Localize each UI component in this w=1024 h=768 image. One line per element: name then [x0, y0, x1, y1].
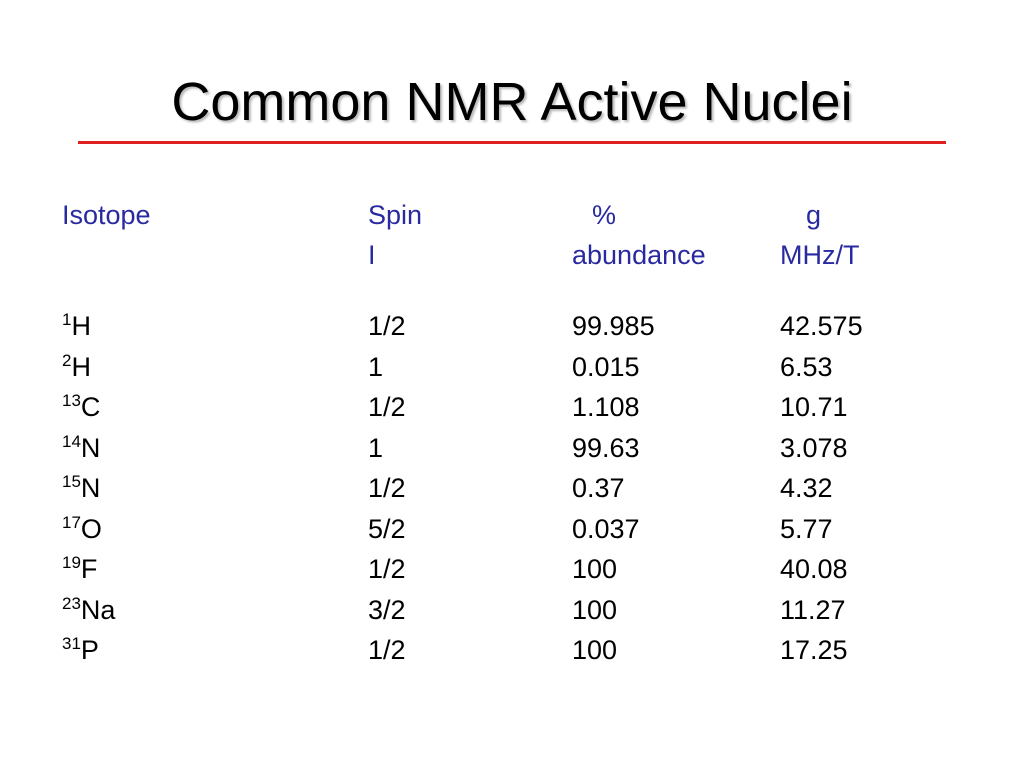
gamma-cell: 6.53	[780, 351, 833, 382]
abundance-cell: 0.015	[572, 351, 640, 382]
abundance-cell: 100	[572, 594, 618, 625]
element-symbol: C	[80, 392, 101, 422]
element-symbol: H	[71, 351, 91, 382]
header-gamma: g	[806, 200, 822, 230]
isotope-cell	[62, 428, 100, 468]
spin-cell: 3/2	[368, 594, 406, 625]
header-percent: %	[592, 200, 617, 230]
abundance-cell: 100	[572, 554, 618, 584]
header-spin-symbol: I	[368, 240, 376, 270]
mass-number: 1	[62, 310, 72, 329]
element-symbol: P	[80, 635, 99, 665]
gamma-cell: 3.078	[780, 432, 848, 463]
spin-cell: 1	[368, 351, 384, 382]
isotope-cell	[62, 630, 99, 670]
isotope-cell	[62, 347, 91, 387]
gamma-cell: 40.08	[780, 554, 848, 584]
mass-number: 23	[62, 593, 81, 613]
slide-title: Common NMR Active Nuclei	[171, 72, 853, 132]
isotope-cell	[62, 549, 97, 589]
gamma-cell: 4.32	[780, 473, 833, 503]
gamma-cell: 11.27	[780, 594, 846, 625]
mass-number: 14	[62, 431, 81, 451]
mass-number: 15	[62, 472, 81, 491]
gamma-cell: 10.71	[780, 392, 848, 422]
gamma-cell: 5.77	[780, 513, 833, 544]
element-symbol: N	[80, 432, 101, 463]
isotope-cell	[62, 387, 100, 427]
isotope-cell	[62, 306, 91, 346]
spin-cell: 1/2	[368, 392, 406, 422]
spin-cell: 1/2	[368, 473, 406, 503]
spin-cell: 1/2	[368, 554, 406, 584]
mass-number: 2	[62, 350, 72, 370]
element-symbol: H	[71, 311, 91, 341]
gamma-cell: 42.575	[780, 311, 863, 341]
spin-cell: 5/2	[368, 513, 406, 544]
header-gamma-units: MHz/T	[780, 240, 860, 270]
header-abundance: abundance	[572, 240, 706, 270]
spin-cell: 1/2	[368, 311, 406, 341]
spin-cell: 1	[368, 432, 384, 463]
mass-number: 13	[62, 391, 81, 410]
abundance-cell: 99.63	[572, 432, 640, 463]
element-symbol: O	[80, 513, 102, 544]
element-symbol: F	[80, 554, 98, 584]
element-symbol: N	[80, 473, 101, 503]
element-symbol: Na	[80, 594, 116, 625]
abundance-cell: 99.985	[572, 311, 655, 341]
isotope-cell	[62, 468, 100, 508]
header-spin: Spin	[368, 200, 423, 230]
title-underline	[78, 141, 946, 144]
isotope-cell	[62, 590, 115, 630]
mass-number: 17	[62, 512, 81, 532]
mass-number: 19	[62, 553, 81, 572]
abundance-cell: 100	[572, 635, 618, 665]
spin-cell: 1/2	[368, 635, 406, 665]
mass-number: 31	[62, 634, 81, 653]
isotope-cell	[62, 509, 102, 549]
abundance-cell: 0.037	[572, 513, 640, 544]
header-isotope: Isotope	[62, 200, 151, 230]
abundance-cell: 0.37	[572, 473, 625, 503]
abundance-cell: 1.108	[572, 392, 640, 422]
gamma-cell: 17.25	[780, 635, 848, 665]
